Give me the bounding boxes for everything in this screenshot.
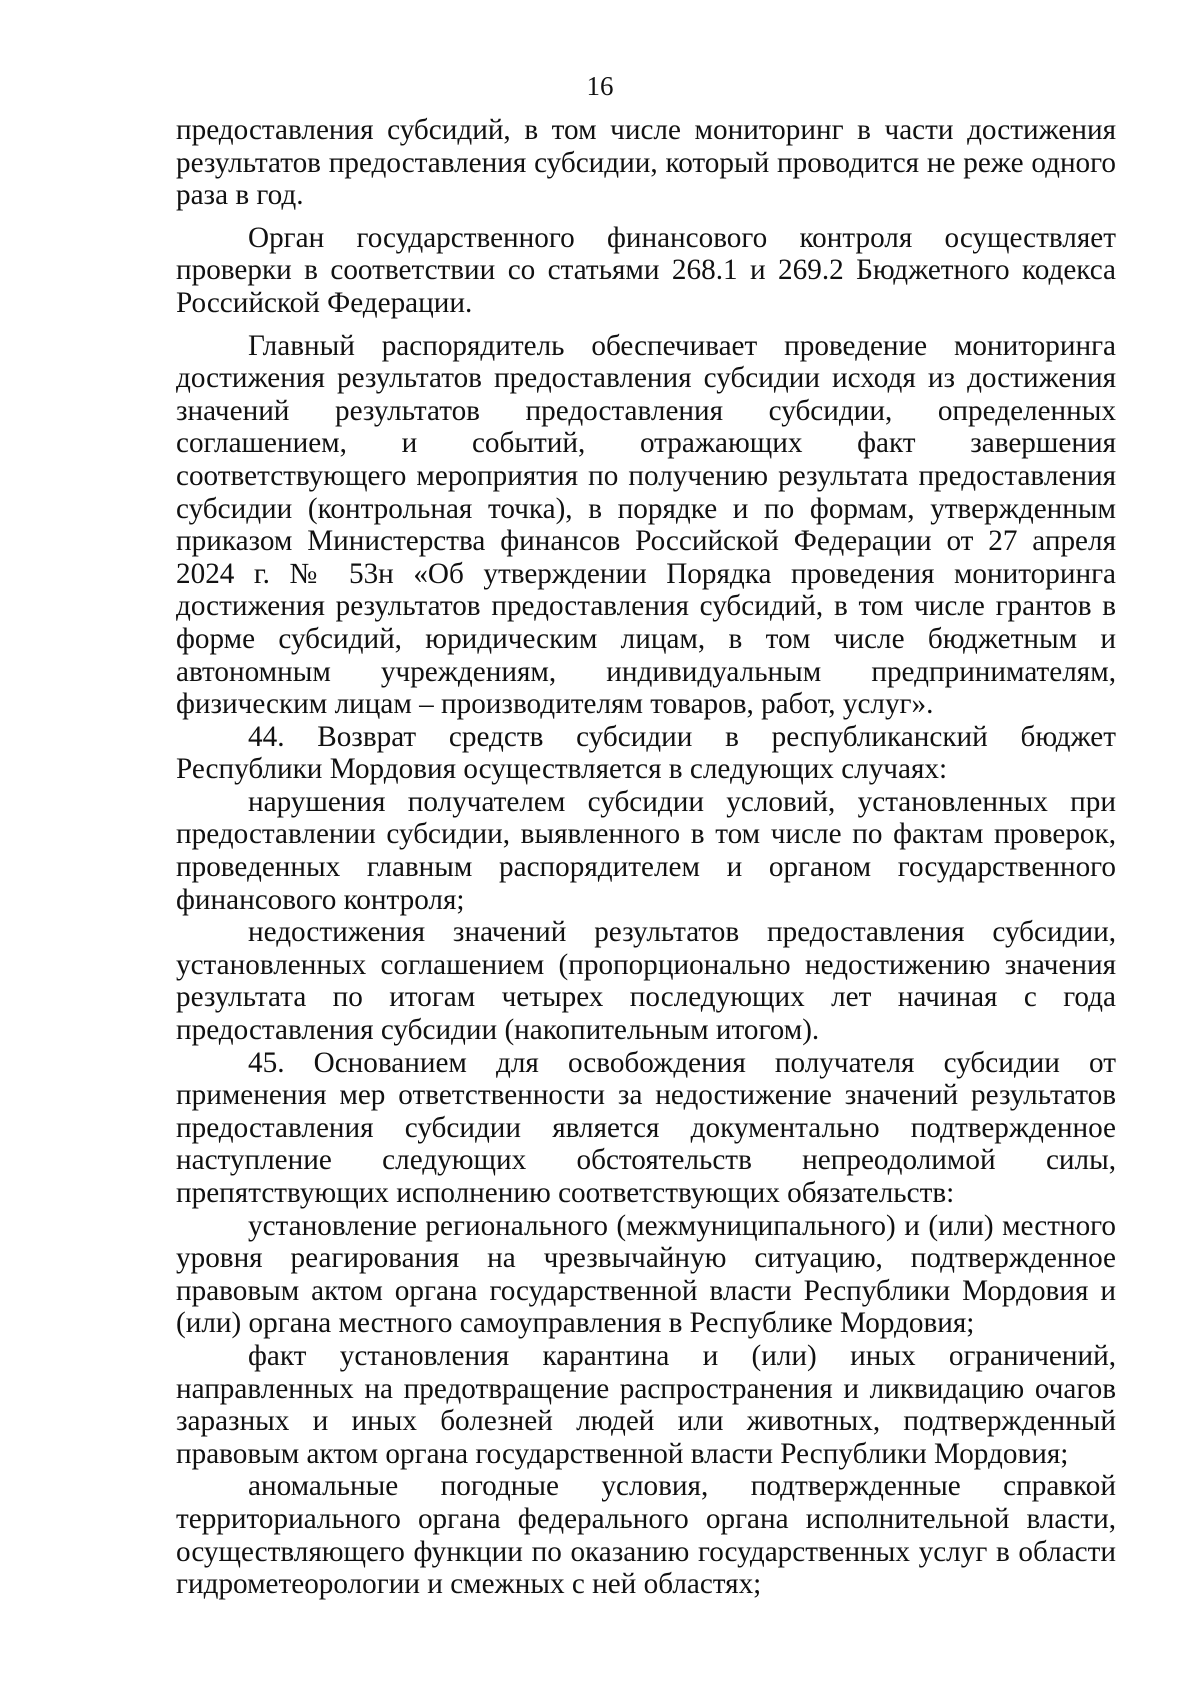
paragraph-quarantine: факт установления карантина и (или) иных ограничений, направленных на предотвращение распространения и ликвидацию очагов заразных и иных болезней людей или животных, подтвержденный правовым актом органа государственной власти Республики Мордовия; bbox=[176, 1339, 1116, 1470]
paragraph-violation: нарушения получателем субсидии условий, установленных при предоставлении субсидии, выявленного в том числе по фактам проверок, проведенных главным распорядителем и органом государственного финансового контроля; bbox=[176, 785, 1116, 916]
paragraph-non-achievement: недостижения значений результатов предоставления субсидии, установленных соглашением (пропорционально недостижению значения результата по итогам четырех последующих лет начиная с года предоставления субсидии (накопительным итогом). bbox=[176, 916, 1116, 1047]
paragraph-monitoring: Главный распорядитель обеспечивает проведение мониторинга достижения результатов предоставления субсидии исходя из достижения значений результатов предоставления субсидии, определенных соглашением, и событий, отражающих факт завершения соответствующего мероприятия по получению результата предоставления субсидии (контрольная точка), в порядке и по формам, утвержденным приказом Министерства финансов Российской Федерации от 27 апреля 2024 г. № 53н «Об утверждении Порядка проведения мониторинга достижения результатов предоставления субсидий, в том числе грантов в форме субсидий, юридическим лицам, в том числе бюджетным и автономным учреждениям, индивидуальным предпринимателям, физическим лицам – производителям товаров, работ, услуг». bbox=[176, 329, 1116, 721]
paragraph-emergency: установление регионального (межмуниципального) и (или) местного уровня реагирования на чрезвычайную ситуацию, подтвержденное правовым актом органа государственной власти Республики Мордовия и (или) органа местного самоуправления в Республике Мордовия; bbox=[176, 1209, 1116, 1340]
paragraph-continuation: предоставления субсидий, в том числе мониторинг в части достижения результатов предоставления субсидии, который проводится не реже одного раза в год. bbox=[176, 114, 1116, 212]
paragraph-item-44: 44. Возврат средств субсидии в республиканский бюджет Республики Мордовия осуществляется в следующих случаях: bbox=[176, 720, 1116, 786]
paragraph-weather: аномальные погодные условия, подтвержденные справкой территориального органа федерального органа исполнительной власти, осуществляющего функции по оказанию государственных услуг в области гидрометеорологии и смежных с ней областях; bbox=[176, 1470, 1116, 1601]
paragraph-financial-control: Орган государственного финансового контроля осуществляет проверки в соответствии со статьями 268.1 и 269.2 Бюджетного кодекса Российской Федерации. bbox=[176, 221, 1116, 319]
document-body bbox=[176, 114, 1116, 1601]
page-number: 16 bbox=[586, 71, 614, 101]
paragraph-item-45: 45. Основанием для освобождения получателя субсидии от применения мер ответственности за недостижение значений результатов предоставления субсидии является документально подтвержденное наступление следующих обстоятельств непреодолимой силы, препятствующих исполнению соответствующих обязательств: bbox=[176, 1046, 1116, 1209]
